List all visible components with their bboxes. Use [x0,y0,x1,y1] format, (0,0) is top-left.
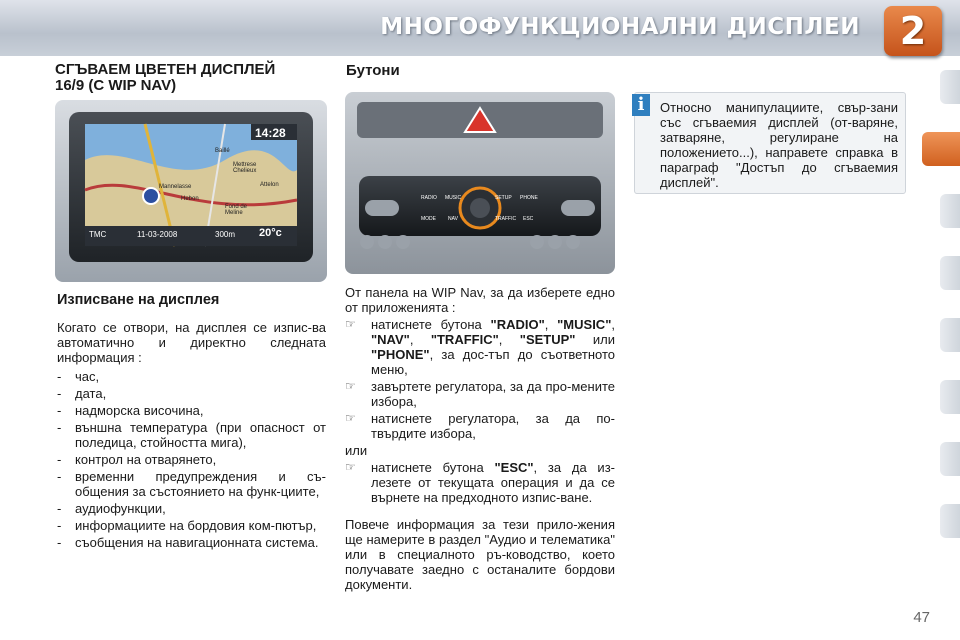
pointing-hand-icon: ☞ [345,317,356,331]
pointing-hand-icon: ☞ [345,379,356,393]
list-item-text: информациите на бордовия ком-пютър, [75,518,317,533]
map-place: Hebon [181,196,199,202]
panel-esc-button[interactable]: ESC [523,216,534,222]
instruction-item [345,317,615,377]
instruction-text: натиснете бутона "RADIO", "MUSIC", "NAV", "TRAFFIC", "SETUP" или "PHONE", за дос-тъп до съответното меню, [371,317,615,377]
or-text: или [345,443,368,458]
panel-traffic-button[interactable]: TRAFFIC [495,216,517,222]
info-text: Относно манипулациите, свър-зани със сгъваемия дисплей (от-варяне, затваряне, регулиране на положението...), направете справка в параграф "Достъп до сгъваемия дисплей". [660,100,898,190]
panel-mode-button[interactable]: MODE [421,216,436,222]
list-dash: - [57,469,62,484]
chapter-badge [884,6,942,56]
traffic-label: "TRAFFIC" [430,332,499,347]
panel-music-button[interactable]: MUSIC [445,195,462,201]
list-dash: - [57,501,62,516]
map-place: Baillé [215,148,230,154]
chapter-tab-active[interactable] [922,132,960,166]
buttons-intro: От панела на WIP Nav, за да изберете едно от приложенията : [345,285,615,315]
pointing-hand-icon: ☞ [345,460,356,474]
instruction-text-part: натиснете бутона [371,460,484,475]
section-title [55,62,275,94]
map-place: Fond de Meline [225,204,248,216]
list-dash: - [57,386,62,401]
list-item [57,369,326,384]
list-dash: - [57,518,62,533]
map-place: Mettrese Chelieux [233,162,257,174]
instruction-text-part: натиснете бутона [371,317,482,332]
list-dash: - [57,403,62,418]
section-title-line: СГЪВАЕМ ЦВЕТЕН ДИСПЛЕЙ [55,61,276,78]
list-dash: - [57,535,62,550]
list-item [57,420,326,450]
control-panel-photo [345,92,615,274]
list-item-text: час, [75,369,100,384]
chapter-tab[interactable] [940,504,960,538]
list-dash: - [57,369,62,384]
page-number: 47 [913,609,930,626]
instruction-text-part: , за да из-лезете от текущата операция и да се върнете на предходното изпис-ване. [371,460,615,505]
list-item-text: надморска височина, [75,403,204,418]
chapter-tab[interactable] [940,70,960,104]
list-item-text: аудиофункции, [75,501,166,516]
panel-phone-button[interactable]: PHONE [520,195,538,201]
panel-radio-button[interactable]: RADIO [421,195,437,201]
screen-temperature: 20°c [259,227,282,239]
buttons-title: Бутони [346,62,400,79]
navigation-screen-photo [55,100,327,282]
instruction-text: завъртете регулатора, за да про-мените избора, [371,379,615,409]
chapter-tab[interactable] [940,256,960,290]
list-item-text: контрол на отварянето, [75,452,217,467]
radio-label: "RADIO" [490,317,545,332]
list-item-text: външна температура (при опасност от поледица, стойността мига), [75,420,326,450]
display-info-list [57,369,326,552]
chapter-tab[interactable] [940,318,960,352]
screen-distance: 300m [215,230,236,239]
list-item [57,518,326,533]
chapter-number: 2 [899,9,927,53]
page-header-title: МНОГОФУНКЦИОНАЛНИ ДИСПЛЕИ [380,14,860,40]
panel-setup-button[interactable]: SETUP [495,195,512,201]
panel-nav-button[interactable]: NAV [448,216,458,222]
instruction-text: натиснете регулатора, за да по-твърдите избора, [371,411,615,441]
pointing-hand-icon: ☞ [345,411,356,425]
more-info-paragraph: Повече информация за тези прило-жения ще намерите в раздел "Аудио и телематика" или в специалното ръ-ководство, което получавате заедно с останалите бордови документи. [345,517,615,592]
screen-date: 11-03-2008 [137,230,178,239]
list-item [57,469,326,499]
list-dash: - [57,420,62,435]
screen-time: 14:28 [255,126,286,140]
chapter-tab[interactable] [940,194,960,228]
intro-paragraph: Когато се отвори, на дисплея се изпис-ва автоматично и директно следната информация : [57,320,326,365]
list-dash: - [57,452,62,467]
music-label: "MUSIC" [557,317,612,332]
instruction-item [345,411,615,441]
nav-label: "NAV" [371,332,410,347]
section-title-line: 16/9 (С WIP NAV) [55,77,177,94]
screen-tmc: TMC [89,230,107,239]
map-place: Mannelasse [159,184,192,190]
esc-label: "ESC" [494,460,534,475]
list-item [57,403,326,418]
instruction-item [345,460,615,505]
list-item [57,535,326,550]
control-panel-illustration [345,92,615,274]
list-item-text: временни предупреждения и съ-общения за състоянието на функ-циите, [75,469,326,499]
list-item [57,386,326,401]
instruction-item [345,379,615,409]
instruction-text-part: , за дос-тъп до съответното меню, [371,347,615,377]
list-item-text: съобщения на навигационната система. [75,535,319,550]
info-icon: i [632,94,650,116]
buttons-instructions [345,317,615,507]
subheading: Изписване на дисплея [57,292,220,308]
list-item-text: дата, [75,386,107,401]
map-place: Attelon [260,182,279,188]
chapter-tabs [936,70,960,570]
setup-label: "SETUP" [519,332,576,347]
phone-label: "PHONE" [371,347,430,362]
list-item [57,452,326,467]
list-item [57,501,326,516]
instruction-text-part: или [592,332,615,347]
or-separator [345,443,615,458]
chapter-tab[interactable] [940,442,960,476]
chapter-tab[interactable] [940,380,960,414]
instruction-text [371,460,615,505]
navigation-screen-illustration [55,100,327,282]
